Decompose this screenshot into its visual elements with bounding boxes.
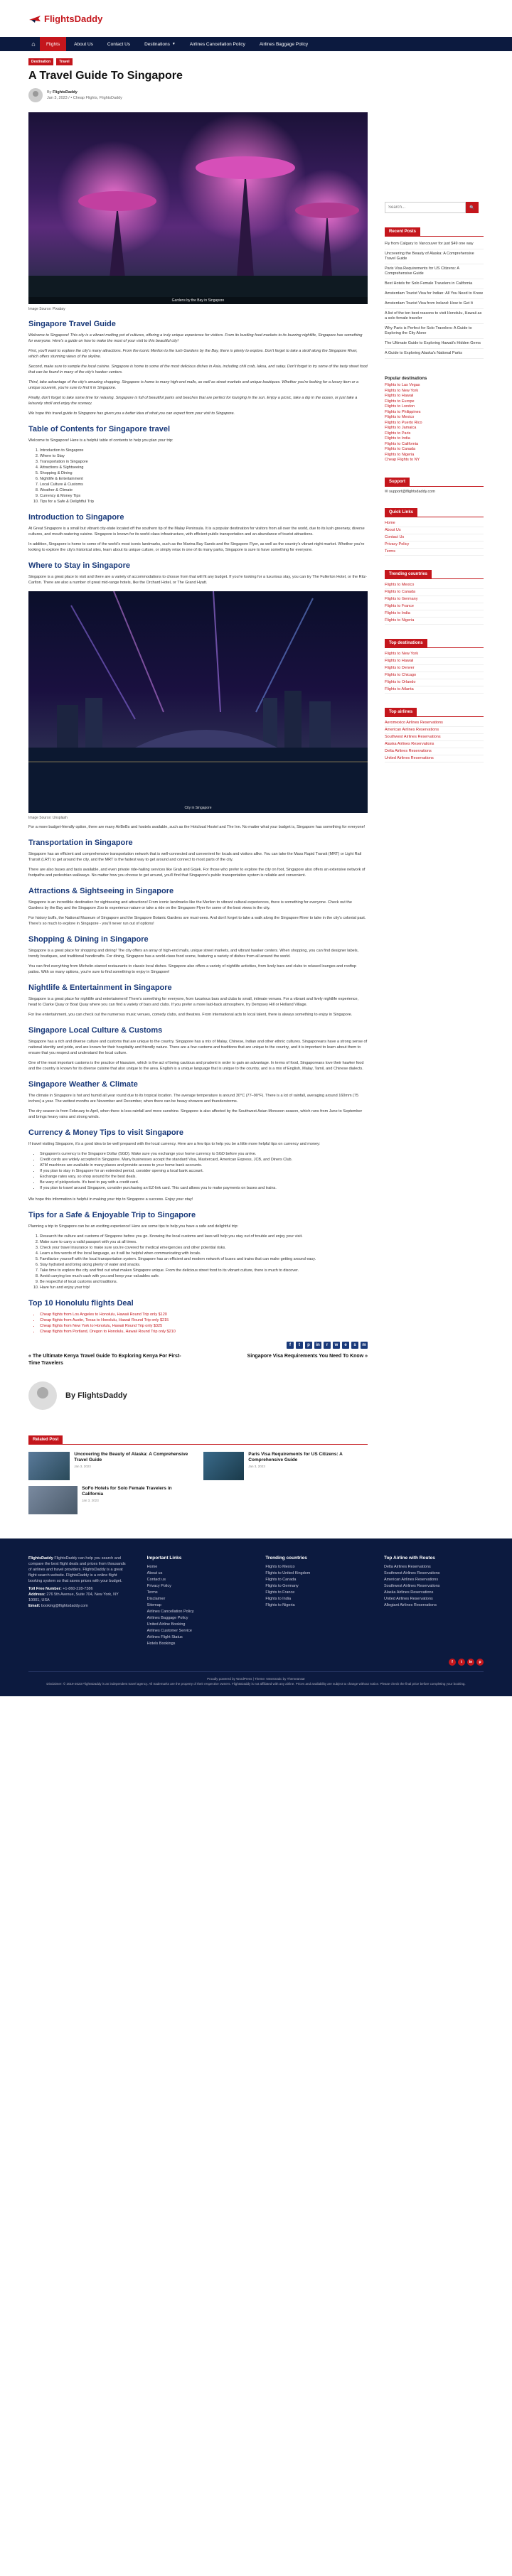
airline-link[interactable]: Aeromexico Airlines Reservations	[385, 720, 443, 725]
twitter-share-icon[interactable]: t	[296, 1342, 303, 1349]
plane-logo-icon	[28, 14, 41, 23]
trending-link[interactable]: Flights to Mexico	[385, 582, 415, 587]
flight-deal-link[interactable]: Cheap flights from Austin, Texas to Honolulu, Hawaii Round Trip only $215	[40, 1318, 169, 1322]
top-destinations	[385, 651, 484, 694]
destination-link[interactable]: Flights to Hawaii	[385, 658, 414, 663]
paragraph: Finally, don't forget to take some time for relaxing. Singapore is full of beautiful parks and beaches that are perfect for lounging in the sun. Enjoy a picnic, take a dip in the ocean, or just take a leisurely stroll and enjoy the scenery.	[28, 396, 358, 406]
toc-item: 1. Introduction to Singapore	[40, 448, 368, 453]
footer-phone[interactable]: +1-860-228-7386	[63, 1587, 93, 1591]
paragraph: Second, make sure to sample the local cuisine. Singapore is home to some of the most delicious dishes in Asia, including chili crab, laksa, and satay. Don't forget to try some of the tasty street food that can be found in many of the city's hawker centers.	[28, 365, 368, 374]
article	[28, 51, 368, 1531]
paragraph: For history buffs, the National Museum of Singapore and the Singapore Botanic Gardens are must-sees. And don't forget to take a walk along the Singapore River to take in the city's colonial past. There's so much to explore in Singapore - you'll never run out of options!	[28, 916, 366, 926]
top-airlines	[385, 720, 484, 762]
toc-item: 5. Shopping & Dining	[40, 470, 368, 476]
popular-link[interactable]: Flights to Philippines	[385, 409, 421, 414]
author-name[interactable]: FlightsDaddy	[52, 90, 78, 95]
linkedin-icon[interactable]: in	[467, 1659, 474, 1666]
list-item: 3. Check your travel insurance to make sure you're covered for medical emergencies and other potential risks.	[40, 1245, 368, 1251]
support-email[interactable]: ✉ support@flightsdaddy.com	[385, 489, 435, 494]
footer-bottom	[28, 1671, 484, 1686]
paragraph: For live entertainment, you can check out the numerous music venues, comedy clubs, and theatres. From international acts to local talent, there is always something to enjoy in Singapore.	[28, 1013, 353, 1017]
footer-link[interactable]: Flights to Mexico	[265, 1565, 295, 1569]
toc-heading: Table of Contents for Singapore travel	[28, 425, 171, 433]
marina-bay-illustration	[28, 591, 368, 813]
airline-link[interactable]: Alaska Airlines Reservations	[385, 741, 434, 746]
toc-item: 6. Nightlife & Entertainment	[40, 476, 368, 482]
popular-link[interactable]: Flights to India	[385, 436, 410, 441]
city-image	[28, 591, 368, 813]
related-thumbnail	[28, 1452, 70, 1480]
footer-link[interactable]: United Airline Booking	[146, 1622, 186, 1627]
footer-link[interactable]: Disclaimer	[146, 1597, 166, 1601]
related-heading: Related Post	[28, 1435, 63, 1444]
popular-link[interactable]: Flights to Las Vegas	[385, 383, 420, 387]
footer-link[interactable]: Privacy Policy	[146, 1584, 171, 1588]
quick-links	[385, 520, 484, 556]
paragraph: Singapore has an efficient and comprehensive transportation network that is well-connected and convenient for locals and visitors alike. You can take the Mass Rapid Transit (MRT) or Light Rail Transit (LRT) to get around the city, and the MRT is the fastest way to get around and connect to most parts of the city.	[28, 852, 362, 862]
popular-link[interactable]: Cheap Flights to NY	[385, 458, 420, 462]
section-heading: Currency & Money Tips to visit Singapore	[28, 1128, 184, 1137]
author-box	[28, 1381, 368, 1410]
avatar	[28, 1381, 57, 1410]
destination-link[interactable]: Flights to New York	[385, 651, 419, 656]
paragraph: You can find everything from Michelin-starred restaurants to classic local dishes. Singapore also offers a variety of nightlife activities, from lively bars and clubs to relaxed lounges and rooftop patios. With so many options, you're sure to find something to enjoy in Singapore!	[28, 964, 357, 974]
list-item: • Be wary of pickpockets. It's best to pay with a credit card.	[40, 1180, 368, 1185]
footer-link[interactable]: Airlines Cancellation Policy	[146, 1610, 194, 1614]
sidebar	[385, 51, 484, 1531]
related-thumbnail	[28, 1486, 78, 1514]
search-form	[385, 202, 484, 213]
trending-link[interactable]: Flights to Canada	[385, 589, 416, 594]
flight-deal-link[interactable]: Cheap flights from Portland, Oregon to Honolulu, Hawaii Round Trip only $210	[40, 1330, 176, 1334]
footer-link[interactable]: Southwest Airlines Reservations	[383, 1571, 440, 1575]
recent-post-link[interactable]: Uncovering the Beauty of Alaska: A Comprehensive Travel Guide	[385, 252, 474, 261]
facebook-icon[interactable]: f	[449, 1659, 456, 1666]
hero-caption: Gardens by the Bay in Singapore	[28, 297, 368, 304]
calendar-date: Jan 3, 2023	[74, 1465, 91, 1468]
recent-post-link[interactable]: Amsterdam Tourist Visa from Ireland: How to Get It	[385, 301, 473, 306]
flight-deal-link[interactable]: Cheap flights from New York to Honolulu, Hawaii Round Trip only $325	[40, 1324, 163, 1328]
recent-post-link[interactable]: Paris Visa Requirements for US Citizens: A Comprehensive Guide	[385, 266, 459, 276]
category-tags	[28, 58, 368, 65]
footer-about: FlightsDaddy FlightsDaddy can help you search and compare the best flight deals and prices from thousands of airlines and travel providers. FlightsDaddy is a great flight search website. FlightsDaddy is a online flight booking system so that saves prices with your budget. Toll Free Number: +1-860-228-7386 Address: 276 5th Avenue, Suite 704, New York, NY 10001, USA Email: booking@flightsdaddy.com	[28, 1556, 126, 1608]
home-icon[interactable]: ⌂	[31, 41, 36, 48]
footer-address: 276 5th Avenue, Suite 704, New York, NY 10001, USA	[28, 1593, 119, 1602]
support-heading: Support	[385, 478, 410, 486]
post-navigation	[28, 1353, 368, 1367]
safety-tips	[40, 1234, 368, 1290]
top-header	[0, 0, 512, 37]
footer-link[interactable]: Sitemap	[146, 1603, 161, 1607]
section-heading: Tips for a Safe & Enjoyable Trip to Singapore	[28, 1211, 196, 1219]
footer-link[interactable]: Home	[146, 1565, 158, 1569]
toc-item: 10. Tips for a Safe & Delightful Trip	[40, 499, 368, 505]
section-heading: Where to Stay in Singapore	[28, 561, 131, 570]
section-heading: Top 10 Honolulu flights Deal	[28, 1299, 134, 1308]
footer-link[interactable]: Delta Airlines Reservations	[383, 1565, 431, 1569]
recent-post-link[interactable]: Best Hotels for Solo Female Travelers in California	[385, 281, 473, 286]
quick-link[interactable]: Contact Us	[385, 534, 405, 539]
disclaimer: Disclaimer: © 2019-2023 FlightsDaddy is an independent travel agency. All trademarks are the property of their respective owners. FlightsDaddy is not affiliated with any airline. Prices and availability are subject to change without notice. Please check the final price before completing your booking.	[46, 1682, 466, 1686]
list-item: 5. Familiarize yourself with the local transportation system. Singapore has an efficient and modern network of buses and trains that can make getting around easy.	[40, 1256, 368, 1262]
author-line	[28, 88, 368, 102]
destination-link[interactable]: Flights to Atlanta	[385, 686, 414, 691]
related-posts	[28, 1452, 368, 1514]
paragraph: There are also buses and taxis available, and even private ride-hailing services like Grab and Gojek. For those who prefer to explore the city on foot, Singapore also offers an extensive network of footpaths and pedestrian walkways. No matter how you choose to get around, you'll find that Singapore's public transportation system is reliable and convenient.	[28, 868, 366, 878]
footer-trending: Trending countries Flights to Mexico Flights to United Kingdom Flights to Canada Flights to Germany Flights to France Flights to India Flights to Nigeria	[265, 1556, 311, 1607]
search-input[interactable]	[385, 202, 466, 213]
nav-baggage[interactable]: Airlines Baggage Policy	[259, 41, 309, 47]
recent-posts-heading: Recent Posts	[385, 227, 420, 236]
copyright: Proudly powered by WordPress | Theme: Newsmatic by Themeansar	[207, 1677, 305, 1681]
footer-airlines: Top Airline with Routes Delta Airlines Reservations Southwest Airlines Reservations American Airlines Reservations Southwest Airlines Reservations Alaska Airlines Reservations United Airlines Reservations Allegiant Airlines Reservations	[383, 1556, 440, 1607]
popular-link[interactable]: Flights to California	[385, 441, 419, 446]
toc-item: 2. Where to Stay	[40, 453, 368, 459]
section-heading: Shopping & Dining in Singapore	[28, 935, 149, 944]
toc-list	[40, 448, 368, 505]
related-thumbnail	[203, 1452, 245, 1480]
popular-link[interactable]: Flights to Europe	[385, 399, 415, 404]
paragraph: The climate in Singapore is hot and humid all year round due to its tropical location. The average temperature is around 30°C (77–90°F). There is a lot of rainfall, averaging around 160mm (75 inches) a year. The wettest months are November and December, when there can be heavy showers and thunderstorms.	[28, 1094, 359, 1104]
nav-about[interactable]: About Us	[74, 41, 93, 47]
sms-share-icon[interactable]: s	[351, 1342, 358, 1349]
site-logo[interactable]	[28, 14, 102, 24]
prev-post-link[interactable]: « The Ultimate Kenya Travel Guide To Exploring Kenya For First-Time Travelers	[28, 1354, 181, 1366]
flight-deals-list	[40, 1312, 368, 1335]
paragraph: Singapore has a rich and diverse culture and customs that are unique to the country. Singapore has a mix of Malay, Chinese, Indian and other ethnic cultures. Singaporeans have a strong sense of national identity and pride, and are known for their hospitality and friendly nature. There are a few customs and traditions that are unique to the country, and it is important to learn about them to ensure that you respect and understand the local culture.	[28, 1040, 368, 1055]
list-item: • If you plan to travel around Singapore, consider purchasing an EZ-link card. This card allows you to make payments on buses and trains.	[40, 1185, 368, 1191]
paragraph: Third, take advantage of the city's amazing shopping. Singapore is home to many high-end malls, as well as street markets and unique boutiques. Whether you're looking for a luxury item or a unique souvenir, you're sure to find it in Singapore.	[28, 380, 359, 390]
avatar	[28, 88, 43, 102]
flight-deal-link[interactable]: Cheap flights from Los Angeles to Honolulu, Hawaii Round Trip only $120	[40, 1313, 167, 1317]
footer-link[interactable]: Southwest Airlines Reservations	[383, 1584, 440, 1588]
site-name: FlightsDaddy	[44, 13, 103, 24]
footer-link[interactable]: Hotels Bookings	[146, 1642, 176, 1646]
paragraph: In addition, Singapore is home to some of the world's most iconic landmarks, such as the Marina Bay Sands and the Singapore Flyer, as well as the country's vibrant night market. Whether you're looking to explore the city's historical sites, learn about its unique culture, or simply relax in one of its many parks, Singapore is sure to have something for everyone.	[28, 542, 365, 552]
list-item: • Singapore's currency is the Singapore Dollar (SGD). Make sure you exchange your home currency to SGD before you arrive.	[40, 1151, 368, 1157]
list-item: 6. Stay hydrated and bring along plenty of water and snacks.	[40, 1262, 368, 1268]
toc-item: 7. Local Culture & Customs	[40, 482, 368, 487]
recent-posts	[385, 239, 484, 359]
paragraph: Welcome to Singapore! This city is a vibrant melting pot of cultures, offering a truly unique experience for visitors. From its bustling food markets to its buzzing nightlife, Singapore has something for everyone. Here's a guide on how to make the most of your visit to this beautiful city!	[28, 333, 363, 343]
main-nav	[0, 37, 512, 51]
nav-contact[interactable]: Contact Us	[107, 41, 131, 47]
list-item: 7. Take time to explore the city and find out what makes Singapore unique. From the delicious street food to its vibrant culture, there is much to discover.	[40, 1268, 368, 1273]
image-source: Image Source: Pixabay	[28, 307, 65, 311]
share-bar	[28, 1342, 368, 1349]
chevron-down-icon: ▼	[171, 42, 176, 46]
popular-link[interactable]: Flights to Jamaica	[385, 426, 417, 430]
airline-link[interactable]: United Airlines Reservations	[385, 755, 434, 760]
list-item: 2. Make sure to carry a valid passport with you at all times.	[40, 1239, 368, 1245]
popular-link[interactable]: Flights to Nigeria	[385, 452, 415, 457]
airline-link[interactable]: American Airlines Reservations	[385, 727, 439, 732]
footer-link[interactable]: Flights to Nigeria	[265, 1603, 295, 1607]
nav-flights[interactable]: Flights	[40, 37, 66, 51]
recent-post-link[interactable]: A Guide to Exploring Alaska's National Parks	[385, 351, 462, 355]
recent-post-link[interactable]: A list of the ten best reasons to visit Honolulu, Hawaii as a solo female traveler	[385, 311, 482, 320]
popular-link[interactable]: Flights to Paris	[385, 431, 411, 436]
footer-link[interactable]: Alaska Airlines Reservations	[383, 1590, 434, 1595]
section-heading: Attractions & Sightseeing in Singapore	[28, 887, 174, 895]
list-item: • ATM machines are available in many places and provide access to your home bank accounts.	[40, 1163, 368, 1168]
destination-link[interactable]: Flights to Denver	[385, 665, 415, 670]
footer-link[interactable]: Airlines Flight Status	[146, 1635, 183, 1639]
airline-link[interactable]: Southwest Airlines Reservations	[385, 734, 441, 739]
supertree-illustration	[28, 112, 368, 304]
trending-countries	[385, 582, 484, 625]
paragraph: Singapore is a great place for nightlife and entertainment! There's something for everyone, from luxurious bars and clubs to small, intimate venues. For a vibrant and lively nightlife experience, head to Clarke Quay or Boat Quay where you can find a variety of bars and clubs. If you prefer a more laid-back atmosphere, try Dempsey Hill or Holland Village.	[28, 997, 359, 1007]
reddit-share-icon[interactable]: r	[324, 1342, 331, 1349]
popular-link[interactable]: Flights to Mexico	[385, 415, 415, 419]
facebook-share-icon[interactable]: f	[287, 1342, 294, 1349]
footer-link[interactable]: Flights to India	[265, 1597, 292, 1601]
paragraph: For a more budget-friendly option, there are many AirBnBs and hostels available, such as the Hotcloud Hostel and The Inn. No matter what your budget is, Singapore has something for everyone!	[28, 825, 366, 829]
footer-link[interactable]: Allegiant Airlines Reservations	[383, 1603, 437, 1607]
footer-social	[28, 1659, 484, 1666]
footer-link[interactable]: Flights to United Kingdom	[265, 1571, 311, 1575]
destination-link[interactable]: Flights to Orlando	[385, 679, 416, 684]
post-meta: Jan 3, 2023 / • Cheap Flights, FlightsDaddy	[47, 96, 122, 100]
section-heading: Introduction to Singapore	[28, 513, 124, 522]
footer-link[interactable]: United Airlines Reservations	[383, 1597, 433, 1601]
top-airlines-heading: Top airlines	[385, 708, 417, 716]
popular-link[interactable]: Flights to Puerto Rico	[385, 420, 422, 425]
section-heading: Singapore Weather & Climate	[28, 1080, 138, 1089]
paragraph: Singapore is a great place for shopping and dining! The city offers an array of high-end malls, unique street markets, and vibrant hawker centers. When shopping, you can find designer labels, trendy boutiques, and traditional handicrafts. For dining, Singapore has a world-class food scene, featuring a variety of dishes from all around the world.	[28, 949, 359, 959]
related-post[interactable]: SoFo Hotels for Solo Female Travelers in California Jan 3, 2023	[28, 1486, 193, 1514]
list-item: • Credit cards are widely accepted in Singapore. Many businesses accept the standard Visa, Mastercard, American Express, JCB, and Diners Club.	[40, 1157, 368, 1163]
recent-post-link[interactable]: The Ultimate Guide to Exploring Hawaii's Hidden Gems	[385, 341, 481, 345]
popular-heading: Popular destinations	[385, 377, 427, 381]
list-item: 1. Research the culture and customs of Singapore before you go. Knowing the local customs and laws will help you stay out of trouble and enjoy your visit.	[40, 1234, 368, 1239]
footer-important-links: Important Links Home About us Contact us Privacy Policy Terms Disclaimer Sitemap Airlines Cancellation Policy Airlines Baggage Policy United Airline Booking Airlines Customer Service Airlines Flight Status Hotels Bookings	[146, 1556, 194, 1646]
quick-link[interactable]: About Us	[385, 527, 401, 532]
popular-link[interactable]: Flights to London	[385, 404, 415, 409]
paragraph: Singapore is an incredible destination for sightseeing and attractions! From iconic landmarks like the Merlion to vibrant cultural experiences, there is something for everyone. Check out the Gardens by the Bay and the Singapore Zoo to experience nature or take a ride on the Singapore Flyer for some of the best views in the city.	[28, 900, 352, 910]
trending-link[interactable]: Flights to France	[385, 603, 414, 608]
list-item: • If you plan to stay in Singapore for an extended period, consider opening a local bank account.	[40, 1168, 368, 1174]
paragraph: At Great Singapore is a small but vibrant city-state located off the southern tip of the Malay Peninsula. It is a popular destination for visitors from all over the world, due to its lush greenery, diverse cultures, and mouth-watering cuisine. Singapore is known for its world-class infrastructure, with efficient public transportation and an abundance of tourist attractions.	[28, 527, 365, 537]
footer-link[interactable]: About us	[146, 1571, 163, 1575]
list-item: • Exchange rates vary, so shop around for the best deals.	[40, 1174, 368, 1180]
footer-link[interactable]: Flights to Germany	[265, 1584, 299, 1588]
destination-link[interactable]: Flights to Chicago	[385, 672, 417, 677]
popular-destinations	[385, 383, 484, 463]
image-source: Image Source: Unsplash	[28, 816, 68, 820]
footer-link[interactable]: Contact us	[146, 1578, 166, 1582]
messenger-share-icon[interactable]: m	[361, 1342, 368, 1349]
author-by-label: By	[47, 90, 52, 95]
trending-link[interactable]: Flights to India	[385, 610, 410, 615]
footer-email[interactable]: booking@flightsdaddy.com	[41, 1604, 88, 1608]
paragraph: If travel visiting Singapore, it's a good idea to be well prepared with the local currency. Here are a few tips to help you be a little more helpful tips on currency and money:	[28, 1142, 321, 1146]
trending-heading: Trending countries	[385, 570, 432, 578]
paragraph: One of the most important customs is the practice of kiasuism, which is the act of being cautious and prudent in order to gain an advantage. In terms of food, Singaporeans love their hawker food and the country is known for its diverse cuisine that also unique to the area. English is a unique language that is unique to the country, and is a mix of English, Malay, Tamil, and Chinese dialects.	[28, 1061, 364, 1071]
footer-link[interactable]: Airlines Baggage Policy	[146, 1616, 188, 1620]
twitter-icon[interactable]: t	[458, 1659, 465, 1666]
recent-post-link[interactable]: Fly from Calgary to Vancouver for just $49 one way	[385, 242, 474, 246]
paragraph: The dry season is from February to April, when there is less rainfall and more sunshine. Singapore is also affected by the Southwest Asian Monsoon season, which runs from June to September and brings heavy rains and strong winds.	[28, 1109, 363, 1119]
hero-image	[28, 112, 368, 304]
list-item: 9. Be respectful of local customs and traditions.	[40, 1279, 368, 1285]
toc-item: 4. Attractions & Sightseeing	[40, 465, 368, 470]
paragraph: Singapore is a great place to visit and there are a variety of accommodations to choose from that will fit any budget. If you're looking for a luxurious stay, you can try The Fullerton Hotel, or the Ritz-Carlton. There are also a number of great mid-range hotels, like the Orchard Hotel, or The Grand Hyatt.	[28, 575, 367, 585]
toc-item: 8. Weather & Climate	[40, 487, 368, 493]
recent-post-link[interactable]: Why Paris is Perfect for Solo Travelers: A Guide to Exploring the City Alone	[385, 326, 472, 335]
toc-item: 9. Currency & Money Tips	[40, 493, 368, 499]
site-footer	[0, 1538, 512, 1696]
paragraph: We hope this travel guide to Singapore has given you a better idea of what you can expect from your visit to Singapore.	[28, 411, 235, 416]
quick-link[interactable]: Home	[385, 520, 395, 525]
top-destinations-heading: Top destinations	[385, 639, 427, 647]
calendar-date: Jan 3, 2023	[248, 1465, 265, 1468]
paragraph: First, you'll want to explore the city's many attractions. From the iconic Merlion to the lush Gardens by the Bay, there is plenty to explore. Don't forget to take a stroll along the Singapore River, which offers stunning views of the skyline.	[28, 349, 358, 359]
section-heading: Transportation in Singapore	[28, 839, 133, 847]
footer-link[interactable]: American Airlines Reservations	[383, 1578, 439, 1582]
section-heading: Nightlife & Entertainment in Singapore	[28, 983, 172, 992]
calendar-date: Jan 3, 2023	[82, 1499, 99, 1502]
trending-link[interactable]: Flights to Nigeria	[385, 618, 415, 623]
list-item: 8. Avoid carrying too much cash with you and keep your valuables safe.	[40, 1273, 368, 1279]
footer-link[interactable]: Terms	[146, 1590, 158, 1595]
search-button[interactable]	[466, 202, 479, 213]
airline-link[interactable]: Delta Airlines Reservations	[385, 748, 432, 753]
email-share-icon[interactable]: e	[342, 1342, 349, 1349]
toc-item: 3. Transportation in Singapore	[40, 459, 368, 465]
related-post[interactable]: Uncovering the Beauty of Alaska: A Comprehensive Travel Guide Jan 3, 2023	[28, 1452, 193, 1480]
linkedin-share-icon[interactable]: in	[314, 1342, 321, 1349]
trending-link[interactable]: Flights to Germany	[385, 596, 418, 601]
category-destination[interactable]: Destination	[28, 58, 53, 65]
related-post[interactable]: Paris Visa Requirements for US Citizens: A Comprehensive Guide Jan 3, 2023	[203, 1452, 368, 1480]
page-title: A Travel Guide To Singapore	[28, 70, 183, 82]
quick-link[interactable]: Terms	[385, 549, 395, 554]
popular-link[interactable]: Flights to New York	[385, 388, 419, 393]
search-icon: 🔍	[469, 205, 475, 210]
popular-link[interactable]: Flights to Hawaii	[385, 394, 414, 398]
list-item: 10. Have fun and enjoy your trip!	[40, 1285, 368, 1290]
author-box-name[interactable]: By FlightsDaddy	[65, 1391, 127, 1400]
paragraph: We hope this information is helpful in making your trip to Singapore a success. Enjoy your stay!	[28, 1197, 193, 1202]
nav-cancellation[interactable]: Airlines Cancellation Policy	[189, 41, 245, 47]
section-heading: Singapore Travel Guide	[28, 320, 116, 328]
whatsapp-share-icon[interactable]: w	[333, 1342, 340, 1349]
city-image-caption: City in Singapore	[184, 806, 212, 810]
recent-post-link[interactable]: Amsterdam Tourist Visa for Indian: All You Need to Know	[385, 291, 483, 296]
section-heading: Singapore Local Culture & Customs	[28, 1026, 163, 1035]
mail-icon: ✉	[385, 489, 388, 494]
paragraph: Planning a trip to Singapore can be an exciting experience! Here are some tips to help you have a safe and delightful trip:	[28, 1224, 239, 1229]
currency-tips	[40, 1151, 368, 1191]
quick-link[interactable]: Privacy Policy	[385, 541, 410, 546]
footer-link[interactable]: Flights to Canada	[265, 1578, 297, 1582]
popular-link[interactable]: Flights to Canada	[385, 447, 416, 451]
next-post-link[interactable]: Singapore Visa Requirements You Need To Know »	[247, 1354, 368, 1359]
quick-links-heading: Quick Links	[385, 508, 417, 517]
category-travel[interactable]: Travel	[56, 58, 72, 65]
footer-link[interactable]: Airlines Customer Service	[146, 1629, 192, 1633]
nav-destinations[interactable]: Destinations ▼	[144, 41, 176, 47]
pinterest-icon[interactable]: p	[476, 1659, 484, 1666]
toc-intro: Welcome to Singapore! Here is a helpful table of contents to help you plan your trip:	[28, 438, 174, 443]
pinterest-share-icon[interactable]: p	[305, 1342, 312, 1349]
footer-link[interactable]: Flights to France	[265, 1590, 295, 1595]
list-item: 4. Learn a few words of the local language, as it will be helpful when communicating with locals.	[40, 1251, 368, 1256]
